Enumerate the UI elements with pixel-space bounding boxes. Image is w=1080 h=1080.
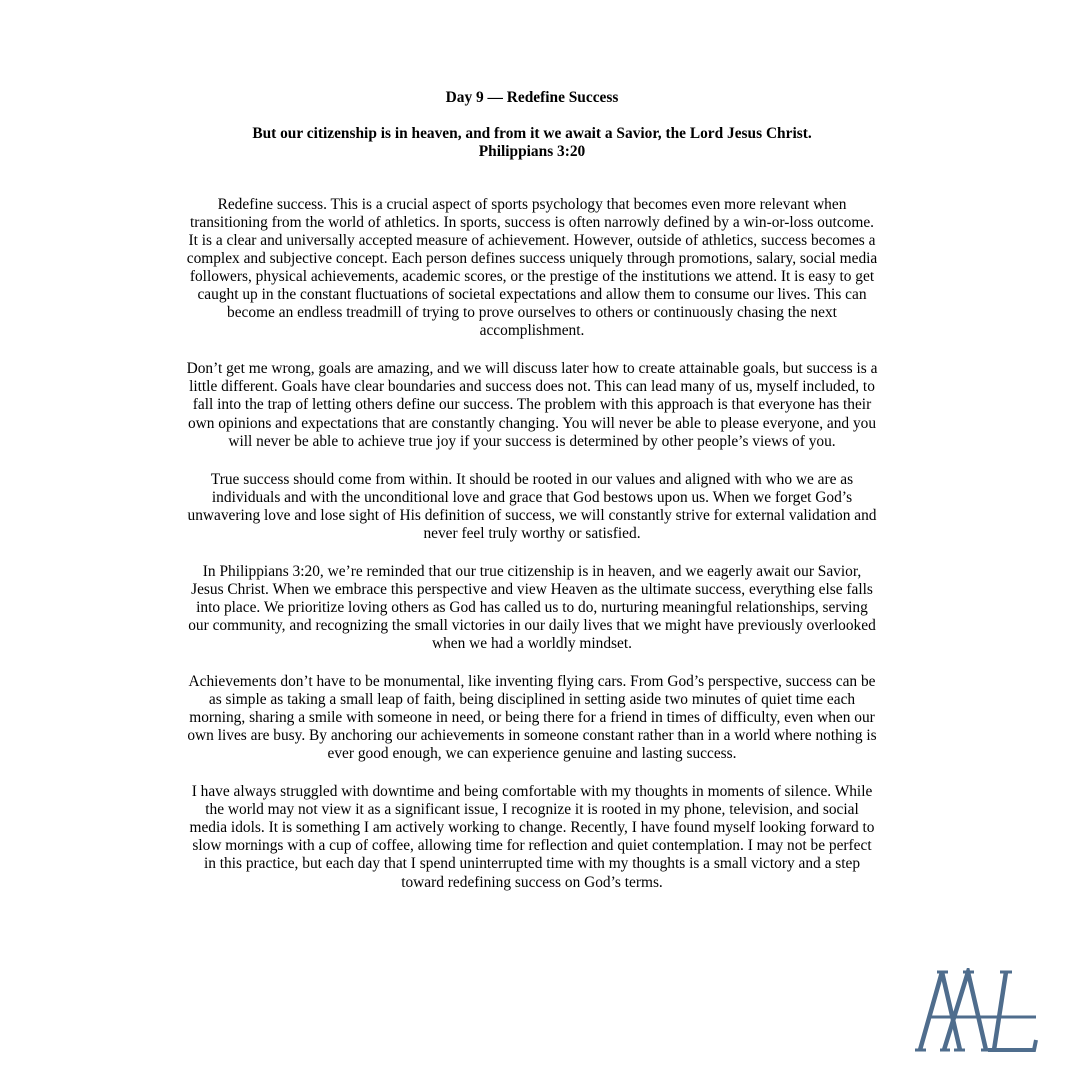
- paragraph: Don’t get me wrong, goals are amazing, and we will discuss later how to create attainable goals, but success is a little different. Goals have clear boundaries and success does not. This can lead many of us, myself included, to fall into the trap of letting others define our success. The problem with this approach is that everyone has their own opinions and expectations that are constantly changing. You will never be able to please everyone, and you will never be able to achieve true joy if your success is determined by other people’s views of you.: [186, 360, 878, 450]
- verse-text: But our citizenship is in heaven, and from it we await a Savior, the Lord Jesus Christ.: [252, 125, 812, 142]
- scripture-verse: [0, 125, 1064, 161]
- paragraph: I have always struggled with downtime and being comfortable with my thoughts in moments of silence. While the world may not view it as a significant issue, I recognize it is rooted in my phone, television, and social media idols. It is something I am actively working to change. Recently, I have found myself looking forward to slow mornings with a cup of coffee, allowing time for reflection and quiet contemplation. I may not be perfect in this practice, but each day that I spend uninterrupted time with my thoughts is a small victory and a step toward redefining success on God’s terms.: [189, 783, 875, 891]
- logo-strokes: [915, 972, 1036, 1050]
- aal-monogram-logo: [914, 968, 1038, 1054]
- paragraph: Redefine success. This is a crucial aspect of sports psychology that becomes even more relevant when transitioning from the world of athletics. In sports, success is often narrowly defined by a win-or-loss outcome. It is a clear and universally accepted measure of achievement. However, outside of athletics, success becomes a complex and subjective concept. Each person defines success uniquely through promotions, salary, social media followers, physical achievements, academic scores, or the prestige of the institutions we attend. It is easy to get caught up in the constant fluctuations of societal expectations and allow them to consume our lives. This can become an endless treadmill of trying to prove ourselves to others or continuously chasing the next accomplishment.: [186, 196, 878, 340]
- paragraph: Achievements don’t have to be monumental, like inventing flying cars. From God’s perspective, success can be as simple as taking a small leap of faith, being disciplined in setting aside two minutes of quiet time each morning, sharing a smile with someone in need, or being there for a friend in times of difficulty, even when our own lives are busy. By anchoring our achievements in someone constant rather than in a world where nothing is ever good enough, we can experience genuine and lasting success.: [187, 673, 877, 763]
- paragraph: True success should come from within. It should be rooted in our values and aligned with who we are as individuals and with the unconditional love and grace that God bestows upon us. When we forget God’s unwavering love and lose sight of His definition of success, we will constantly strive for external validation and never feel truly worthy or satisfied.: [187, 470, 877, 542]
- page-title: Day 9 — Redefine Success: [445, 89, 619, 106]
- body-text: [186, 196, 878, 912]
- paragraph: In Philippians 3:20, we’re reminded that our true citizenship is in heaven, and we eagerly await our Savior, Jesus Christ. When we embrace this perspective and view Heaven as the ultimate success, everything else falls into place. We prioritize loving others as God has called us to do, nurturing meaningful relationships, serving our community, and recognizing the small victories in our daily lives that we might have previously overlooked when we had a worldly mindset.: [188, 562, 876, 652]
- verse-reference: Philippians 3:20: [478, 143, 586, 160]
